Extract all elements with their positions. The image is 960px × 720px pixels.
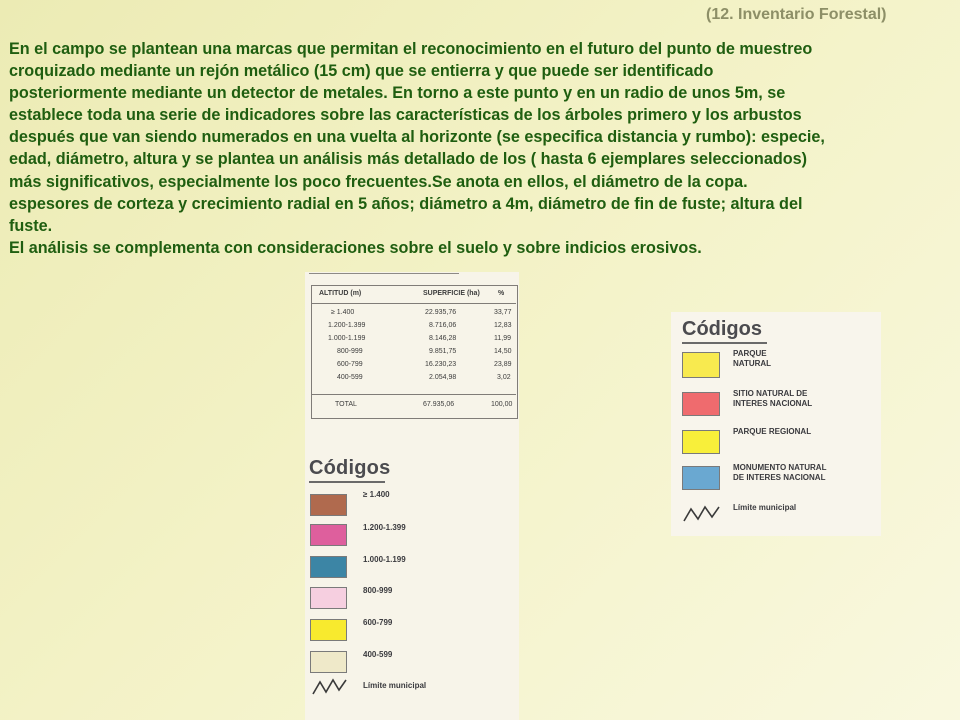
body-line: En el campo se plantean una marcas que permitan el reconocimiento en el futuro del punto de muestreo	[9, 40, 813, 58]
legend-swatch	[310, 619, 347, 641]
legend-swatch	[682, 466, 720, 490]
legend-label: 400-599	[363, 650, 393, 659]
table-total-area: 67.935,06	[423, 401, 455, 408]
body-line: después que van siendo numerados en una vuelta al horizonte (se especifica distancia y rumbo): especie,	[9, 128, 825, 147]
table-cell: 600-799	[337, 361, 363, 368]
legend-label: Límite municipal	[733, 503, 797, 512]
table-cell: 33,77	[494, 309, 512, 316]
legend-label: INTERES NACIONAL	[733, 399, 813, 408]
legend-swatch	[310, 587, 347, 609]
legend-label: 600-799	[363, 618, 393, 627]
table-total-percent: 100,00	[491, 401, 513, 408]
table-cell: 16.230,23	[425, 361, 457, 368]
table-cell: 22.935,76	[425, 309, 457, 316]
table-cell: 1.000-1.199	[328, 335, 366, 342]
municipal-boundary-icon	[312, 675, 348, 697]
table-cell: 2.054,98	[429, 374, 457, 381]
legend-label: 1.000-1.199	[363, 555, 406, 564]
legend-swatch	[682, 352, 720, 378]
legend-label: 800-999	[363, 586, 393, 595]
divider	[309, 273, 459, 274]
legend-swatch	[310, 524, 347, 546]
table-header-percent: %	[498, 290, 505, 297]
legend-label: SITIO NATURAL DE	[733, 389, 808, 398]
legend-title: Códigos	[309, 457, 391, 479]
legend-label: ≥ 1.400	[363, 490, 390, 499]
municipal-boundary-icon	[683, 502, 721, 524]
table-cell: 800-999	[337, 348, 363, 355]
table-header-area: SUPERFICIE (ha)	[423, 290, 480, 297]
table-cell: 23,89	[494, 361, 512, 368]
legend-label: PARQUE	[733, 349, 767, 358]
table-cell: 12,83	[494, 322, 512, 329]
table-cell: 14,50	[494, 348, 512, 355]
divider	[309, 481, 385, 483]
table-cell: 9.851,75	[429, 348, 457, 355]
legend-label: MONUMENTO NATURAL	[733, 463, 827, 472]
body-line: espesores de corteza y crecimiento radial en 5 años; diámetro a 4m, diámetro de fin de fuste; altura del	[9, 194, 803, 213]
table-cell: 3,02	[497, 374, 511, 381]
legend-label: NATURAL	[733, 359, 772, 368]
legend-label: PARQUE REGIONAL	[733, 427, 812, 436]
legend-swatch	[310, 494, 347, 516]
slide-title: (12. Inventario Forestal)	[706, 6, 887, 23]
protected-areas-legend-image	[671, 312, 881, 536]
body-line: fuste.	[9, 216, 53, 235]
table-cell: ≥ 1.400	[331, 309, 355, 316]
legend-label: 1.200-1.399	[363, 523, 406, 532]
table-cell: 1.200-1.399	[328, 322, 366, 329]
legend-swatch	[682, 392, 720, 416]
body-line: más significativos, especialmente los poco frecuentes.Se anota en ellos, el diámetro de la copa.	[9, 172, 748, 191]
legend-swatch	[310, 556, 347, 578]
altitude-legend-image	[305, 272, 519, 720]
table-cell: 8.716,06	[429, 322, 457, 329]
legend-label: DE INTERES NACIONAL	[733, 473, 826, 482]
body-line: edad, diámetro, altura y se plantea un análisis más detallado de los ( hasta 6 ejemplares seleccionados)	[9, 150, 807, 169]
body-line: croquizado mediante un rejón metálico (15 cm) que se entierra y que puede ser identificado	[9, 62, 714, 81]
body-line: posteriormente mediante un detector de metales. En torno a este punto y en un radio de unos 5m, se	[9, 84, 786, 103]
body-paragraph	[9, 38, 953, 259]
table-cell: 11,99	[494, 335, 511, 342]
body-line: establece toda una serie de indicadores sobre las características de los árboles primero y los arbustos	[9, 106, 802, 125]
table-cell: 400-599	[337, 374, 363, 381]
legend-swatch	[682, 430, 720, 454]
body-line: El análisis se complementa con consideraciones sobre el suelo y sobre indicios erosivos.	[9, 238, 702, 257]
divider	[682, 342, 767, 344]
legend-label: Límite municipal	[363, 681, 427, 690]
table-header-altitude: ALTITUD (m)	[319, 290, 362, 297]
table-cell: 8.146,28	[429, 335, 457, 342]
legend-title: Códigos	[682, 318, 762, 340]
legend-swatch	[310, 651, 347, 673]
table-total-label: TOTAL	[335, 401, 357, 408]
divider	[311, 394, 516, 395]
